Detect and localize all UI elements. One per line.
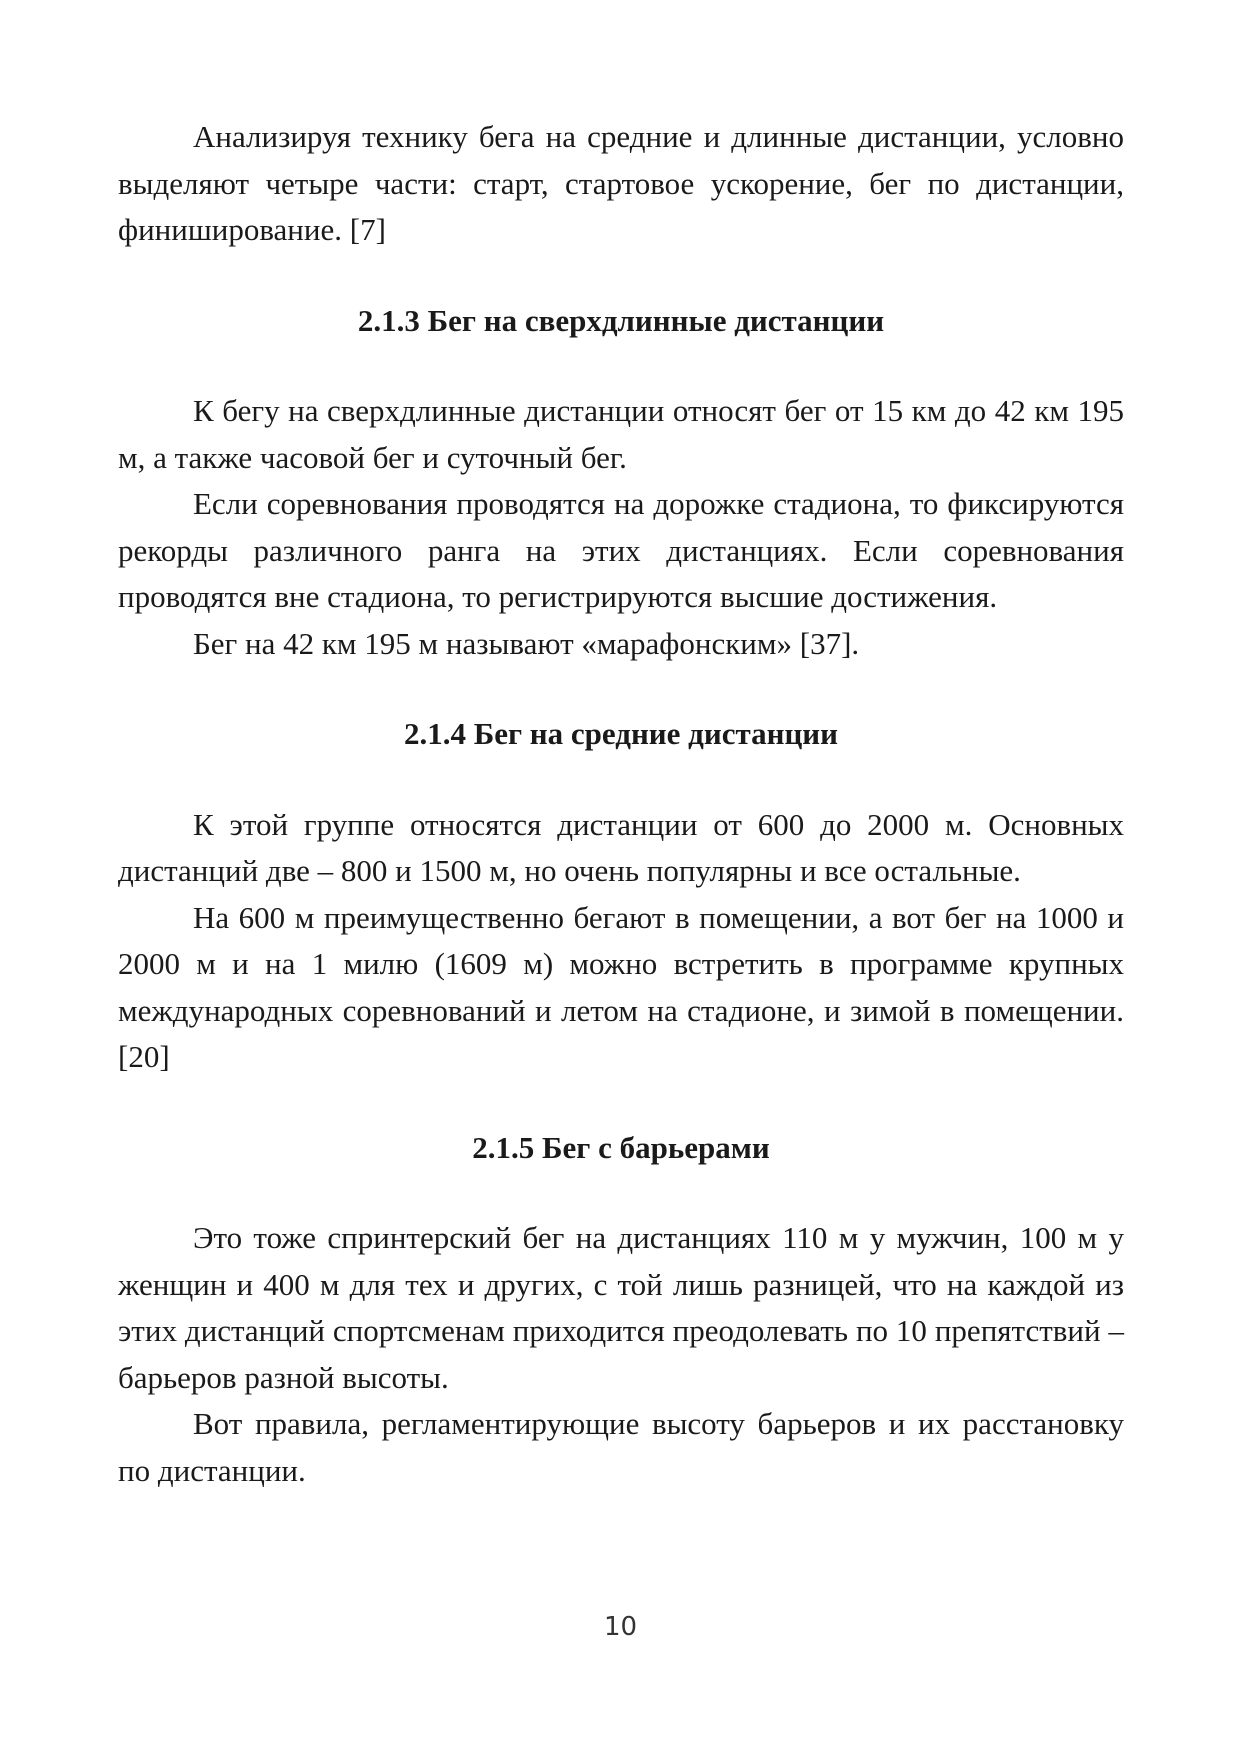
paragraph-2-1-3-1: К бегу на сверхдлинные дистанции относят бег от 15 км до 42 км 195 м, а также часовой бег и суточный бег. <box>118 393 1124 475</box>
heading-2-1-3: 2.1.3 Бег на сверхдлинные дистанции <box>357 302 885 338</box>
heading-2-1-4: 2.1.4 Бег на средние дистанции <box>403 716 839 751</box>
paragraph-2-1-3-2: Если соревнования проводятся на дорожке стадиона, то фиксируются рекорды различного ранга на этих дистанциях. Если соревнования проводятся вне стадиона, то регистрируются высшие достижения. <box>118 486 1124 614</box>
paragraph-2-1-4-2: На 600 м преимущественно бегают в помещении, а вот бег на 1000 и 2000 м и на 1 милю (1609 м) можно встретить в программе крупных международных соревнований и летом на стадионе, и зимой в помещении. [20] <box>118 899 1124 1074</box>
paragraph-2-1-5-2: Вот правила, регламентирующие высоту барьеров и их расстановку по дистанции. <box>118 1406 1124 1488</box>
paragraph-2-1-3-3: Бег на 42 км 195 м называют «марафонским» [37]. <box>193 625 860 661</box>
paragraph-2-1-4-1: К этой группе относятся дистанции от 600 до 2000 м. Основных дистанций две – 800 и 1500 м, но очень популярны и все остальные. <box>118 806 1124 888</box>
page-number: 10 <box>603 1612 638 1642</box>
page-body <box>118 114 1124 1494</box>
heading-2-1-5: 2.1.5 Бег с барьерами <box>472 1129 770 1165</box>
intro-paragraph: Анализируя технику бега на средние и длинные дистанции, условно выделяют четыре части: старт, стартовое ускорение, бег по дистанции, финиширование. [7] <box>118 119 1124 247</box>
paragraph-2-1-5-1: Это тоже спринтерский бег на дистанциях 110 м у мужчин, 100 м у женщин и 400 м для тех и других, с той лишь разницей, что на каждой из этих дистанций спортсменам приходится преодолевать по 10 препятствий – барьеров разной высоты. <box>118 1220 1124 1395</box>
